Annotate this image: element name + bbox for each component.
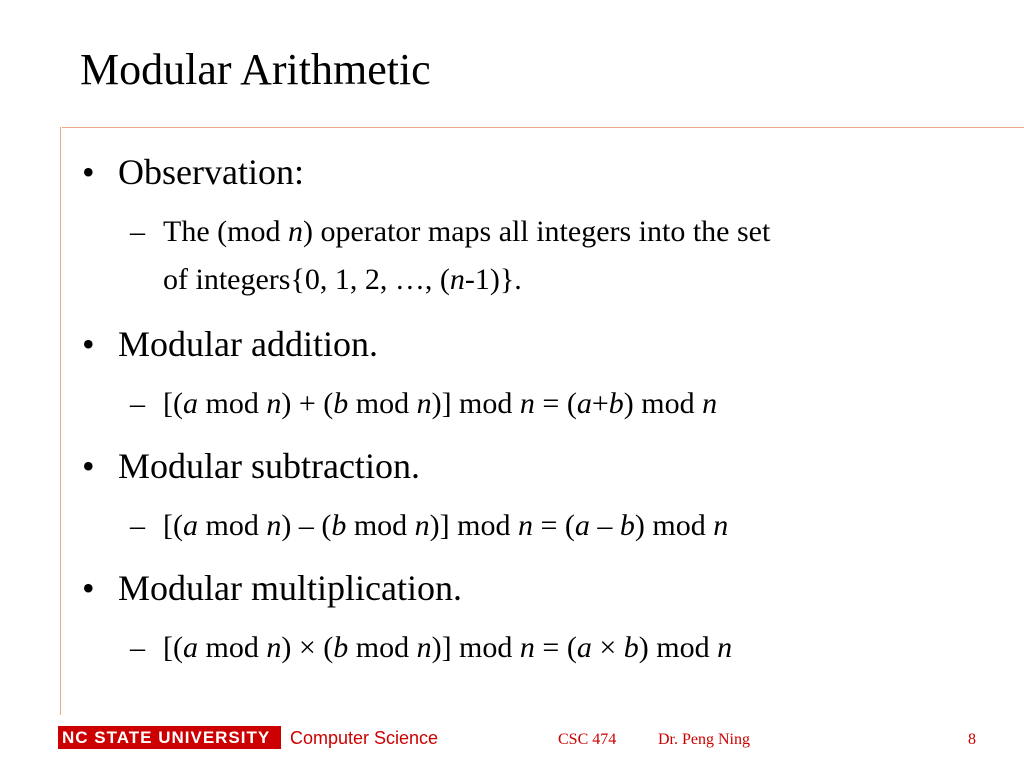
formula-text: mod bbox=[197, 509, 267, 542]
bullet-text: Modular addition. bbox=[118, 324, 378, 364]
department-name: Computer Science bbox=[290, 728, 439, 748]
bullet-text: Modular subtraction. bbox=[118, 446, 420, 486]
addition-formula bbox=[163, 385, 717, 423]
formula-text: ) mod bbox=[634, 509, 714, 542]
sub-bullet-text: of integers{0, 1, 2, …, (n-1)}. bbox=[163, 263, 522, 296]
bullet-marker: • bbox=[82, 568, 95, 608]
formula-text: = ( bbox=[534, 387, 577, 420]
formula-variable: b bbox=[333, 387, 349, 420]
formula-variable: a bbox=[576, 387, 592, 420]
formula-variable: n bbox=[266, 631, 282, 664]
formula-variable: n bbox=[702, 387, 718, 420]
formula-text: × bbox=[591, 631, 624, 664]
formula-variable: a bbox=[574, 509, 590, 542]
formula-variable: n bbox=[416, 631, 432, 664]
formula-text: ) mod bbox=[623, 387, 703, 420]
formula-variable: b bbox=[331, 509, 347, 542]
bullet-marker: • bbox=[82, 152, 95, 192]
page-number: 8 bbox=[968, 731, 976, 748]
formula-text: mod bbox=[197, 631, 267, 664]
formula-variable: n bbox=[266, 509, 282, 542]
formula-variable: n bbox=[266, 387, 282, 420]
formula-variable: a bbox=[182, 631, 198, 664]
formula-variable: a bbox=[182, 509, 198, 542]
formula-variable: a bbox=[182, 387, 198, 420]
dash-marker: – bbox=[130, 631, 145, 664]
bullet-text: Modular multiplication. bbox=[118, 568, 462, 608]
slide-title: Modular Arithmetic bbox=[80, 45, 431, 94]
dash-marker: – bbox=[130, 509, 145, 542]
formula-variable: n bbox=[416, 387, 432, 420]
formula-text: [( bbox=[163, 387, 183, 420]
formula-variable: b bbox=[608, 387, 624, 420]
formula-text: ) mod bbox=[638, 631, 718, 664]
formula-text: ) + ( bbox=[281, 387, 334, 420]
formula-variable: n bbox=[717, 631, 733, 664]
bullet-text: Observation: bbox=[118, 152, 304, 192]
formula-text: – bbox=[589, 509, 620, 542]
formula-variable: n bbox=[713, 509, 729, 542]
formula-variable: n bbox=[517, 509, 533, 542]
formula-text: [( bbox=[163, 631, 183, 664]
formula-text: )] mod bbox=[431, 631, 520, 664]
formula-text: )] mod bbox=[431, 387, 520, 420]
formula-text: mod bbox=[346, 509, 415, 542]
dash-marker: – bbox=[130, 387, 145, 420]
formula-text: ) × ( bbox=[281, 631, 334, 664]
formula-variable: n bbox=[414, 509, 430, 542]
formula-text: mod bbox=[348, 631, 417, 664]
formula-text: = ( bbox=[532, 509, 575, 542]
formula-variable: n bbox=[519, 387, 535, 420]
dash-marker: – bbox=[130, 215, 145, 248]
formula-variable: a bbox=[576, 631, 592, 664]
formula-text: [( bbox=[163, 509, 183, 542]
formula-variable: b bbox=[623, 631, 639, 664]
formula-text: = ( bbox=[534, 631, 577, 664]
formula-variable: n bbox=[519, 631, 535, 664]
university-logo: NC STATE UNIVERSITY bbox=[58, 726, 281, 749]
course-code: CSC 474 bbox=[558, 731, 617, 748]
author-name: Dr. Peng Ning bbox=[658, 731, 750, 748]
sub-bullet-text: The (mod n) operator maps all integers into the set bbox=[163, 215, 771, 248]
bullet-marker: • bbox=[82, 324, 95, 364]
formula-text: mod bbox=[197, 387, 267, 420]
formula-text: + bbox=[591, 387, 609, 420]
formula-variable: b bbox=[333, 631, 349, 664]
formula-variable: b bbox=[619, 509, 635, 542]
formula-text: mod bbox=[348, 387, 417, 420]
subtraction-formula bbox=[163, 507, 728, 545]
left-divider bbox=[60, 127, 61, 715]
bullet-marker: • bbox=[82, 446, 95, 486]
multiplication-formula bbox=[163, 629, 732, 667]
formula-text: ) – ( bbox=[281, 509, 332, 542]
title-divider bbox=[62, 127, 1024, 128]
formula-text: )] mod bbox=[429, 509, 518, 542]
